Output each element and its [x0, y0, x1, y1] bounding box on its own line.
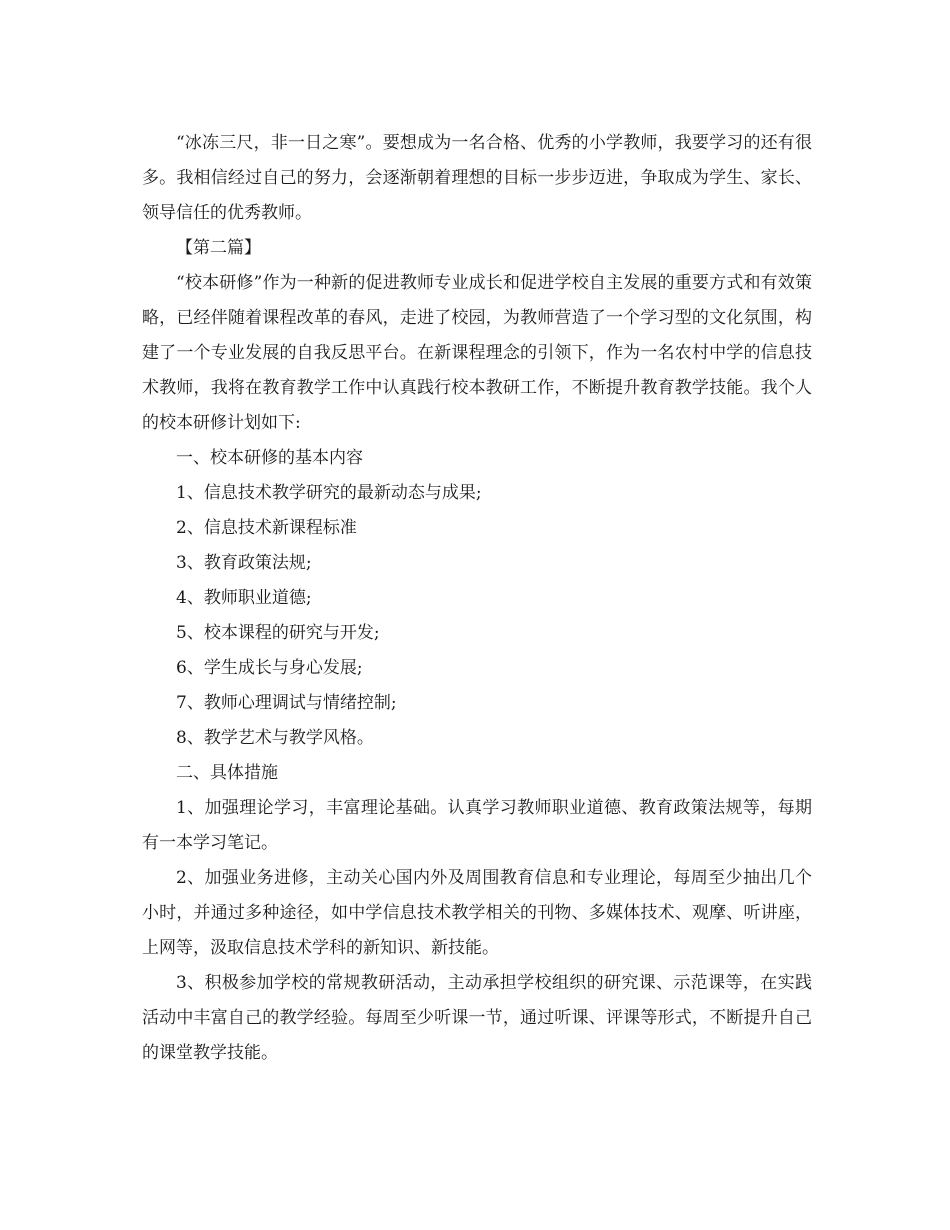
paragraph-closing: “冰冻三尺，非一日之寒”。要想成为一名合格、优秀的小学教师，我要学习的还有很多。我相信经过自己的努力，会逐渐朝着理想的目标一步步迈进，争取成为学生、家长、领导信任的优秀教师。 — [142, 133, 812, 223]
list-item: 6、学生成长与身心发展; — [176, 658, 363, 678]
document-page — [142, 126, 812, 1071]
heading-basic-content: 一、校本研修的基本内容 — [176, 448, 363, 468]
measure-paragraph: 1、加强理论学习，丰富理论基础。认真学习教师职业道德、教育政策法规等，每期有一本学习笔记。 — [142, 798, 812, 853]
list-item: 8、教学艺术与教学风格。 — [176, 728, 374, 748]
measure-paragraph: 2、加强业务进修，主动关心国内外及周围教育信息和专业理论，每周至少抽出几个小时，并通过多种途径，如中学信息技术教学相关的刊物、多媒体技术、观摩、听讲座，上网等，汲取信息技术学科的新知识、新技能。 — [142, 868, 812, 958]
list-item: 1、信息技术教学研究的最新动态与成果; — [176, 483, 482, 503]
section-heading-part-two: 【第二篇】 — [176, 238, 261, 258]
paragraph-intro: “校本研修”作为一种新的促进教师专业成长和促进学校自主发展的重要方式和有效策略，已经伴随着课程改革的春风，走进了校园，为教师营造了一个学习型的文化氛围，构建了一个专业发展的自我反思平台。在新课程理念的引领下，作为一名农村中学的信息技术教师，我将在教育教学工作中认真践行校本教研工作，不断提升教育教学技能。我个人的校本研修计划如下: — [142, 273, 812, 433]
list-item: 5、校本课程的研究与开发; — [176, 623, 380, 643]
list-item: 4、教师职业道德; — [176, 588, 312, 608]
measure-paragraph: 3、积极参加学校的常规教研活动，主动承担学校组织的研究课、示范课等，在实践活动中丰富自己的教学经验。每周至少听课一节，通过听课、评课等形式，不断提升自己的课堂教学技能。 — [142, 973, 812, 1063]
list-item: 7、教师心理调试与情绪控制; — [176, 693, 397, 713]
heading-measures: 二、具体措施 — [176, 763, 278, 783]
list-item: 2、信息技术新课程标准 — [176, 518, 357, 538]
list-item: 3、教育政策法规; — [176, 553, 312, 573]
